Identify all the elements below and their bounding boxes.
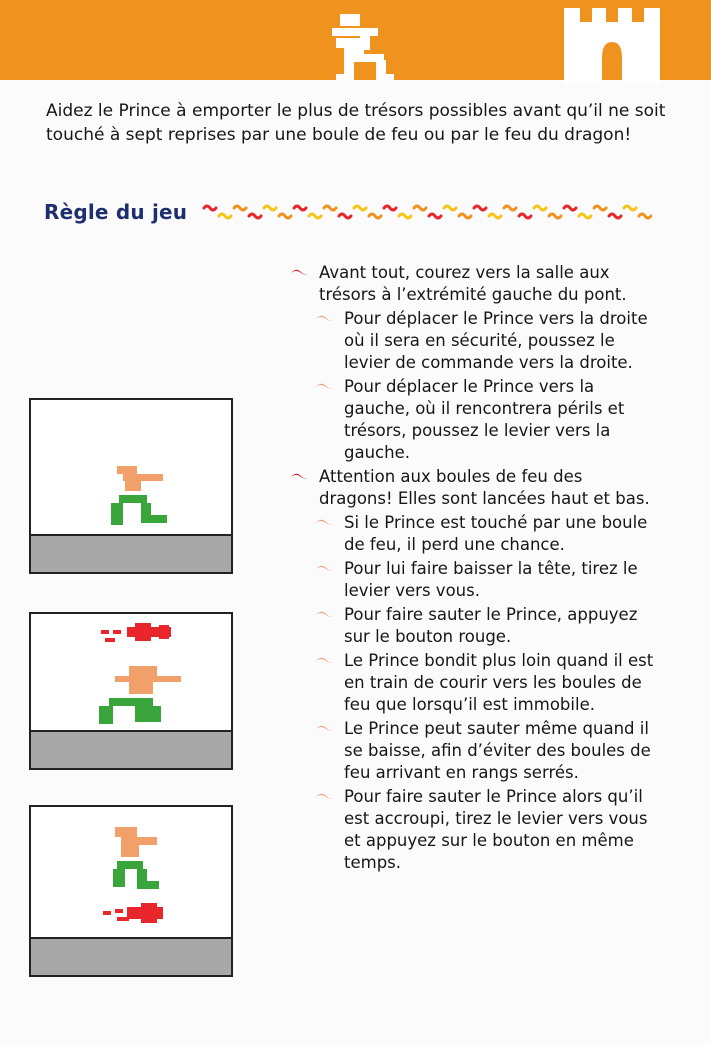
rule-sub-text: Pour lui faire baisser la tête, tirez le levier vers vous. bbox=[344, 559, 638, 600]
game-floor bbox=[31, 730, 231, 768]
orange-flame-bullet-icon bbox=[315, 609, 337, 619]
prince-sprite bbox=[115, 827, 157, 857]
rule-text: Avant tout, courez vers la salle aux trésors à l’extrémité gauche du pont. bbox=[319, 263, 627, 304]
rule-sub-text: Pour faire sauter le Prince alors qu’il est accroupi, tirez le levier vers vous et appuyez sur le bouton en même temps. bbox=[344, 787, 648, 872]
game-screen-jumping bbox=[29, 805, 233, 977]
rule-sub-item bbox=[290, 512, 660, 556]
orange-flame-bullet-icon bbox=[315, 655, 337, 665]
red-flame-bullet-icon bbox=[290, 471, 312, 481]
rule-sub-item bbox=[290, 650, 660, 716]
header-banner bbox=[0, 0, 711, 80]
orange-flame-bullet-icon bbox=[315, 723, 337, 733]
prince-sprite bbox=[117, 466, 163, 491]
orange-flame-bullet-icon bbox=[315, 517, 337, 527]
rule-sub-text: Pour déplacer le Prince vers la droite où il sera en sécurité, poussez le levier de commande vers la droite. bbox=[344, 309, 648, 372]
game-floor bbox=[31, 937, 231, 975]
rule-sub-item bbox=[290, 376, 660, 464]
rule-sub-text: Le Prince bondit plus loin quand il est en train de courir vers les boules de feu que lorsqu’il est immobile. bbox=[344, 651, 654, 714]
running-prince-icon bbox=[330, 14, 400, 82]
rule-sub-item bbox=[290, 786, 660, 874]
red-flame-bullet-icon bbox=[290, 267, 312, 277]
fireball-sprite bbox=[103, 903, 163, 923]
orange-flame-bullet-icon bbox=[315, 313, 337, 323]
section-title: Règle du jeu bbox=[44, 200, 188, 224]
prince-sprite bbox=[115, 666, 181, 694]
rule-sub-item bbox=[290, 604, 660, 648]
fireball-sprite bbox=[101, 623, 171, 642]
decorative-wave-divider bbox=[202, 200, 652, 226]
game-screen-ducking bbox=[29, 612, 233, 770]
orange-flame-bullet-icon bbox=[315, 791, 337, 801]
rule-sub-item bbox=[290, 308, 660, 374]
rule-item bbox=[290, 466, 660, 510]
game-floor bbox=[31, 534, 231, 572]
rule-sub-text: Pour faire sauter le Prince, appuyez sur le bouton rouge. bbox=[344, 605, 638, 646]
rule-sub-text: Pour déplacer le Prince vers la gauche, où il rencontrera périls et trésors, poussez le levier vers la gauche. bbox=[344, 377, 625, 462]
rule-sub-text: Si le Prince est touché par une boule de feu, il perd une chance. bbox=[344, 513, 648, 554]
rule-sub-item bbox=[290, 558, 660, 602]
rule-sub-text: Le Prince peut sauter même quand il se baisse, afin d’éviter des boules de feu arrivant en rangs serrés. bbox=[344, 719, 651, 782]
rule-text: Attention aux boules de feu des dragons! Elles sont lancées haut et bas. bbox=[319, 467, 650, 508]
rule-item bbox=[290, 262, 660, 306]
orange-flame-bullet-icon bbox=[315, 563, 337, 573]
intro-paragraph: Aidez le Prince à emporter le plus de trésors possibles avant qu’il ne soit touché à sept reprises par une boule de feu ou par le feu du dragon! bbox=[46, 101, 666, 145]
rules-list bbox=[290, 262, 660, 876]
orange-flame-bullet-icon bbox=[315, 381, 337, 391]
game-screen-running bbox=[29, 398, 233, 574]
rule-sub-item bbox=[290, 718, 660, 784]
castle-icon bbox=[564, 8, 664, 83]
